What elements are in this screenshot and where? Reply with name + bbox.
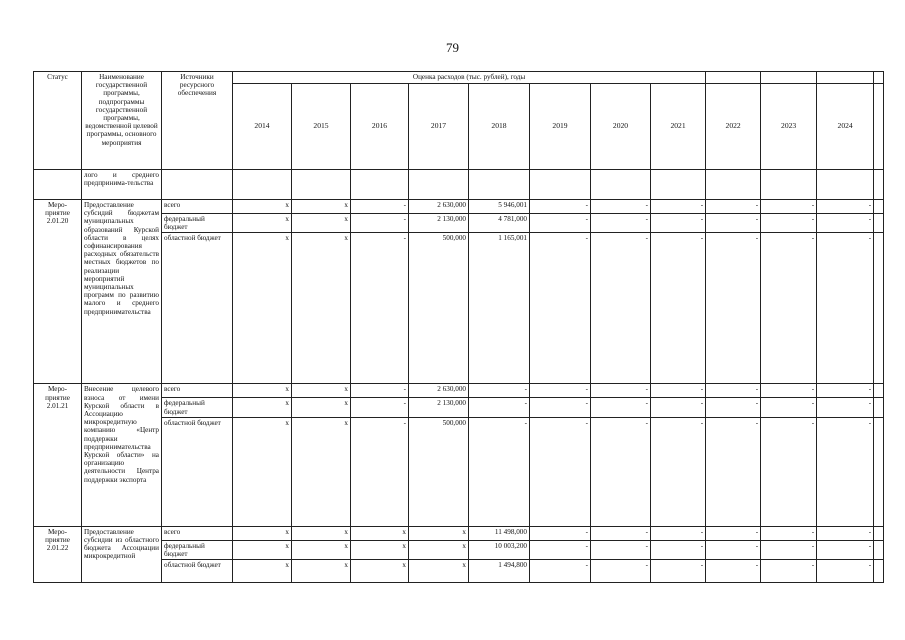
year-header-2020: 2020 — [591, 84, 651, 170]
value-cell: - — [706, 417, 761, 526]
value-cell: - — [591, 200, 651, 214]
source-cell: федеральный бюджет — [162, 398, 233, 417]
value-cell: - — [761, 384, 817, 398]
header-estimate: Оценка расходов (тыс. рублей), годы — [233, 72, 706, 84]
value-cell: x — [233, 200, 292, 214]
value-cell: x — [233, 526, 292, 540]
value-cell: - — [351, 214, 409, 233]
source-cell: федеральный бюджет — [162, 540, 233, 559]
value-cell: x — [409, 560, 469, 583]
blank-cell — [874, 384, 884, 398]
value-cell: - — [817, 214, 874, 233]
value-cell: x — [351, 526, 409, 540]
table-row — [34, 560, 884, 583]
value-cell: x — [292, 233, 351, 384]
value-cell: - — [706, 560, 761, 583]
value-cell: 2 630,000 — [409, 384, 469, 398]
blank-cell — [874, 200, 884, 214]
value-cell: 500,000 — [409, 233, 469, 384]
year-header-2016: 2016 — [351, 84, 409, 170]
value-cell: 4 781,000 — [469, 214, 530, 233]
value-cell: - — [817, 200, 874, 214]
value-cell: - — [530, 200, 591, 214]
table-row — [34, 200, 884, 214]
value-cell: - — [706, 214, 761, 233]
value-cell: x — [409, 540, 469, 559]
value-cell: - — [469, 417, 530, 526]
year-header-2021: 2021 — [651, 84, 706, 170]
value-cell: - — [351, 398, 409, 417]
value-cell: 1 494,800 — [469, 560, 530, 583]
year-header-2014: 2014 — [233, 84, 292, 170]
value-cell: x — [292, 540, 351, 559]
value-cell: - — [651, 200, 706, 214]
value-cell: - — [530, 398, 591, 417]
header-blank-cell — [706, 72, 761, 84]
value-cell: - — [651, 417, 706, 526]
value-cell: - — [530, 233, 591, 384]
continuation-status-cell — [34, 170, 82, 200]
header-sources: Источники ресурсного обеспечения — [162, 72, 233, 170]
value-cell: - — [706, 384, 761, 398]
continuation-name: лого и среднего предпринима-тельства — [82, 170, 162, 200]
value-cell: x — [233, 384, 292, 398]
value-cell: - — [651, 560, 706, 583]
value-cell: - — [817, 526, 874, 540]
value-cell: - — [351, 417, 409, 526]
value-cell: - — [761, 526, 817, 540]
value-cell: - — [817, 540, 874, 559]
value-cell: - — [591, 560, 651, 583]
header-blank-cell — [817, 72, 874, 84]
source-cell: областной бюджет — [162, 417, 233, 526]
year-header-2017: 2017 — [409, 84, 469, 170]
value-cell: - — [530, 417, 591, 526]
value-cell: x — [292, 398, 351, 417]
year-header-2024: 2024 — [817, 84, 874, 170]
value-cell: - — [761, 214, 817, 233]
value-cell: x — [351, 560, 409, 583]
value-cell: - — [530, 214, 591, 233]
status-cell: Меро-приятие 2.01.22 — [34, 526, 82, 582]
year-blank-cell — [874, 84, 884, 170]
value-cell: - — [351, 384, 409, 398]
value-cell: x — [233, 398, 292, 417]
blank-cell — [874, 398, 884, 417]
blank-cell — [874, 526, 884, 540]
value-cell: 500,000 — [409, 417, 469, 526]
value-cell: - — [761, 417, 817, 526]
value-cell: - — [817, 398, 874, 417]
table-row — [34, 233, 884, 384]
value-cell: - — [706, 398, 761, 417]
table-row — [34, 540, 884, 559]
header-name: Наименование государственной программы, подпрограммы государственной программы, ведомственной целевой программы, основного мероприятия — [82, 72, 162, 170]
blank-cell — [874, 417, 884, 526]
value-cell: - — [706, 540, 761, 559]
value-cell: - — [651, 384, 706, 398]
source-cell: федеральный бюджет — [162, 214, 233, 233]
source-cell: всего — [162, 384, 233, 398]
table-row — [34, 398, 884, 417]
source-cell: областной бюджет — [162, 233, 233, 384]
value-cell: x — [233, 540, 292, 559]
value-cell: x — [292, 526, 351, 540]
value-cell: - — [591, 398, 651, 417]
activity-name-cell: Предоставление субсидий бюджетам муниципальных образований Курской области в целях софинансирования расходных обязательств местных бюджетов по реализации мероприятий муниципальных программ по развитию малого и среднего предпринимательства — [82, 200, 162, 384]
value-cell: - — [706, 233, 761, 384]
value-cell: - — [706, 200, 761, 214]
value-cell: - — [817, 417, 874, 526]
value-cell: 11 498,000 — [469, 526, 530, 540]
value-cell: - — [469, 384, 530, 398]
value-cell: - — [591, 526, 651, 540]
value-cell: - — [530, 384, 591, 398]
value-cell: - — [651, 526, 706, 540]
source-cell: всего — [162, 526, 233, 540]
year-header-2015: 2015 — [292, 84, 351, 170]
value-cell: 10 003,200 — [469, 540, 530, 559]
year-header-2022: 2022 — [706, 84, 761, 170]
source-cell: областной бюджет — [162, 560, 233, 583]
blank-cell — [874, 233, 884, 384]
value-cell: - — [351, 200, 409, 214]
value-cell: - — [651, 233, 706, 384]
value-cell: 2 630,000 — [409, 200, 469, 214]
value-cell: 2 130,000 — [409, 214, 469, 233]
value-cell: x — [292, 384, 351, 398]
value-cell: x — [233, 214, 292, 233]
value-cell: x — [233, 233, 292, 384]
value-cell: x — [351, 540, 409, 559]
value-cell: - — [591, 233, 651, 384]
header-blank-cell — [761, 72, 817, 84]
value-cell: x — [292, 200, 351, 214]
year-header-2018: 2018 — [469, 84, 530, 170]
budget-table — [33, 71, 884, 583]
blank-cell — [874, 214, 884, 233]
value-cell: - — [761, 200, 817, 214]
value-cell: x — [409, 526, 469, 540]
page-number: 79 — [446, 40, 459, 55]
value-cell: - — [591, 384, 651, 398]
value-cell: - — [761, 560, 817, 583]
year-header-2019: 2019 — [530, 84, 591, 170]
blank-cell — [874, 540, 884, 559]
value-cell: x — [292, 417, 351, 526]
value-cell: - — [651, 214, 706, 233]
value-cell: x — [233, 417, 292, 526]
value-cell: - — [817, 384, 874, 398]
value-cell: - — [706, 526, 761, 540]
value-cell: - — [530, 560, 591, 583]
value-cell: - — [469, 398, 530, 417]
status-cell: Меро-приятие 2.01.20 — [34, 200, 82, 384]
value-cell: - — [651, 540, 706, 559]
value-cell: x — [292, 560, 351, 583]
value-cell: - — [530, 526, 591, 540]
value-cell: 2 130,000 — [409, 398, 469, 417]
value-cell: - — [817, 560, 874, 583]
header-blank-cell — [874, 72, 884, 84]
value-cell: - — [817, 233, 874, 384]
blank-cell — [874, 560, 884, 583]
value-cell: - — [761, 398, 817, 417]
status-cell: Меро-приятие 2.01.21 — [34, 384, 82, 526]
value-cell: - — [591, 417, 651, 526]
table-row — [34, 526, 884, 540]
value-cell: - — [530, 540, 591, 559]
value-cell: x — [292, 214, 351, 233]
value-cell: - — [651, 398, 706, 417]
table-row — [34, 384, 884, 398]
year-header-2023: 2023 — [761, 84, 817, 170]
value-cell: - — [761, 233, 817, 384]
value-cell: - — [351, 233, 409, 384]
value-cell: 5 946,001 — [469, 200, 530, 214]
activity-name-cell: Внесение целевого взноса от имени Курской области в Ассоциацию микрокредитную компанию «Центр поддержки предпринимательства Курской области» на организацию деятельности Центра поддержки экспорта — [82, 384, 162, 526]
header-status: Статус — [34, 72, 82, 170]
continuation-cell — [162, 170, 233, 200]
value-cell: - — [591, 214, 651, 233]
value-cell: - — [761, 540, 817, 559]
value-cell: 1 165,001 — [469, 233, 530, 384]
table-row — [34, 417, 884, 526]
value-cell: - — [591, 540, 651, 559]
source-cell: всего — [162, 200, 233, 214]
table-row — [34, 214, 884, 233]
activity-name-cell: Предоставление субсидии из областного бюджета Ассоциации микрокредитной — [82, 526, 162, 582]
value-cell: x — [233, 560, 292, 583]
